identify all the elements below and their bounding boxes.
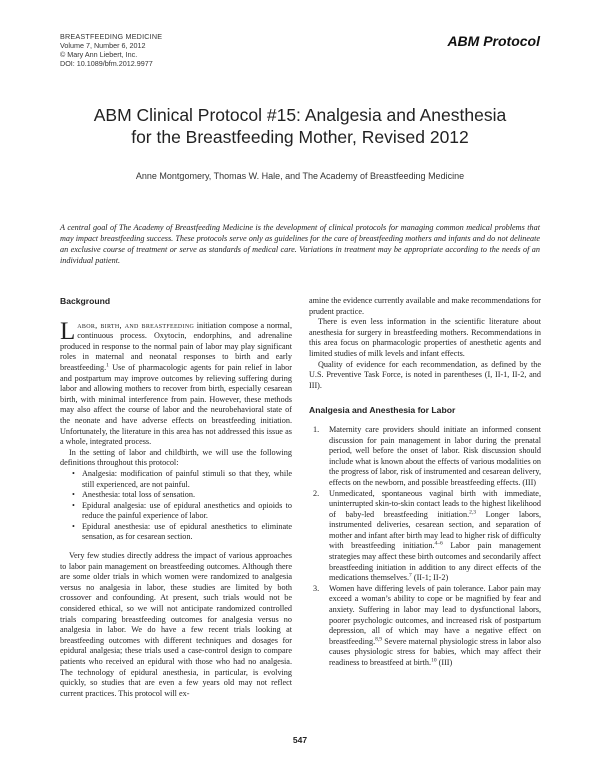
definitions-intro: In the setting of labor and childbirth, we will use the following definitions throughout this protocol: xyxy=(60,447,292,468)
item-text: Severe maternal physiologic stress in labor also causes physiologic stress for babies, which may affect their readiness to breastfeed at birth. xyxy=(329,636,541,667)
title-line-1: ABM Clinical Protocol #15: Analgesia and Anesthesia xyxy=(93,105,507,125)
citation: 4–6 xyxy=(434,540,443,547)
journal-info xyxy=(60,32,162,68)
citation-1: 1 xyxy=(106,362,109,369)
item-text: Maternity care providers should initiate an informed consent discussion for pain management in labor during the prenatal period, well before the onset of labor. Risk discussion should include what is known about the effects of various modalities on the progress of labor, risk of instrumented and cesarean delivery, effects on the newborn, and possible breastfeeding effects. (III) xyxy=(329,424,541,487)
studies-paragraph: Very few studies directly address the impact of various approaches to labor pain management on breastfeeding outcomes. Although there are some older trials in which women were randomized to analgesia versus no analgesia in labor, these studies are limited by both crossover and confounding. At present, such trials would not be considered ethical, so we will not anticipate randomized controlled trials comparing breastfeeding outcomes for analgesia versus no analgesia in labor. We do have a few recent trials looking at breastfeeding outcomes with different techniques and dosages for epidural analgesia; these trials used a case-control design to compare patients who received an epidural with those who had no analgesia. The technology of epidural anesthesia, in particular, is evolving quickly, so studies that are even a few years old may not reflect current practices. This protocol will ex- xyxy=(60,551,292,698)
article-title xyxy=(60,104,540,148)
evidence-paragraph: Quality of evidence for each recommendation, as defined by the U.S. Preventive Task Force, is noted in parentheses (I, II-1, II-2, and III). xyxy=(309,359,541,390)
intro-smallcaps: abor, birth, and breastfeeding xyxy=(77,320,195,330)
intro-tail: Use of pharmacologic agents for pain relief in labor and postpartum may improve outcomes by relieving suffering during labor and allowing mothers to recover from birth, especially cesarean birth, with minimal interference from pain. However, these methods may also affect the course of labor and the neurobehavioral state of the neonate and have adverse effects on breastfeeding initiation. Unfortunately, the literature in this area has not addressed this issue as a whole, integrated process. xyxy=(60,362,292,447)
item-number: 1. xyxy=(313,424,320,434)
recommendation-list xyxy=(309,425,541,669)
intro-paragraph xyxy=(60,317,292,448)
item-text: Women have differing levels of pain tolerance. Labor pain may exceed a woman’s ability to cope or be magnified by fear and anxiety. Suffering in labor may lead to dysfunctional labors, poorer psychologic outcomes, and increased risk of postpartum depression, all of which may have a negative effect on breastfeeding. xyxy=(329,583,541,646)
list-item: • Epidural anesthesia: use of epidural anesthetics to eliminate sensation, as for cesarean section. xyxy=(76,522,292,543)
left-column xyxy=(60,296,292,699)
author-list: Anne Montgomery, Thomas W. Hale, and The Academy of Breastfeeding Medicine xyxy=(135,171,465,181)
item-text: (III) xyxy=(436,658,453,667)
list-item xyxy=(313,424,541,489)
list-item: • Analgesia: modification of painful stimuli so that they, while still experienced, are not painful. xyxy=(76,469,292,490)
list-item: • Anesthesia: total loss of sensation. xyxy=(76,490,292,501)
citation: 8,9 xyxy=(375,636,383,643)
journal-copyright: © Mary Ann Liebert, Inc. xyxy=(60,50,138,59)
journal-name: BREASTFEEDING MEDICINE xyxy=(60,32,163,41)
abstract: A central goal of The Academy of Breastfeeding Medicine is the development of clinical protocols for managing common medical problems that may impact breastfeeding success. These protocols serve only as guidelines for the care of breastfeeding mothers and infants and do not delineate an exclusive course of treatment or serve as standards of medical care. Variations in treatment may be appropriate according to the needs of an individual patient. xyxy=(60,223,540,265)
title-line-2: for the Breastfeeding Mother, Revised 2012 xyxy=(131,127,469,147)
anesthesia-paragraph: There is even less information in the scientific literature about anesthesia for surgery in breastfeeding mothers. Recommendations in this area focus on pharmacologic properties of anesthetic agents and limited studies of milk levels and infant effects. xyxy=(309,317,541,358)
section-heading-background: Background xyxy=(60,296,111,306)
definitions-list xyxy=(60,469,292,543)
page-number: 547 xyxy=(292,735,308,745)
citation: 7 xyxy=(409,572,412,579)
item-number: 3. xyxy=(313,583,320,593)
list-item xyxy=(313,583,541,669)
drop-cap: L xyxy=(60,317,76,345)
protocol-tag: ABM Protocol xyxy=(447,33,540,49)
journal-volume: Volume 7, Number 6, 2012 xyxy=(60,41,146,50)
list-item xyxy=(313,488,541,584)
journal-doi: DOI: 10.1089/bfm.2012.9977 xyxy=(60,59,153,68)
intro-text: initiation compose a normal, continuous process. Oxytocin, endorphins, and adrenaline produced in response to the normal pain of labor may play significant roles in maternal and neonatal responses to birth and early breastfeeding. xyxy=(60,320,292,372)
item-number: 2. xyxy=(313,488,320,498)
section-heading-labor: Analgesia and Anesthesia for Labor xyxy=(309,405,456,416)
item-text: Unmedicated, spontaneous vaginal birth with immediate, uninterrupted skin-to-skin contact leads to the highest likelihood of baby-led breastfeeding initiation. xyxy=(329,488,541,519)
item-text: (II-1; II-2) xyxy=(411,573,449,583)
item-text: Longer labors, instrumented deliveries, cesarean section, and separation of mother and infant after birth may lead to higher risk of difficulty with breastfeeding initiation. xyxy=(329,509,541,551)
continued-paragraph: amine the evidence currently available and make recommendations for prudent practice. xyxy=(309,296,541,316)
right-column xyxy=(309,296,541,669)
list-item: • Epidural analgesia: use of epidural anesthetics and opioids to reduce the painful experience of labor. xyxy=(76,501,292,522)
citation: 10 xyxy=(431,657,437,664)
item-text: Labor pain management strategies may affect these birth outcomes and secondarily affect breastfeeding initiation in addition to any direct effects of the medications themselves. xyxy=(329,541,541,583)
citation: 2,3 xyxy=(469,508,476,515)
